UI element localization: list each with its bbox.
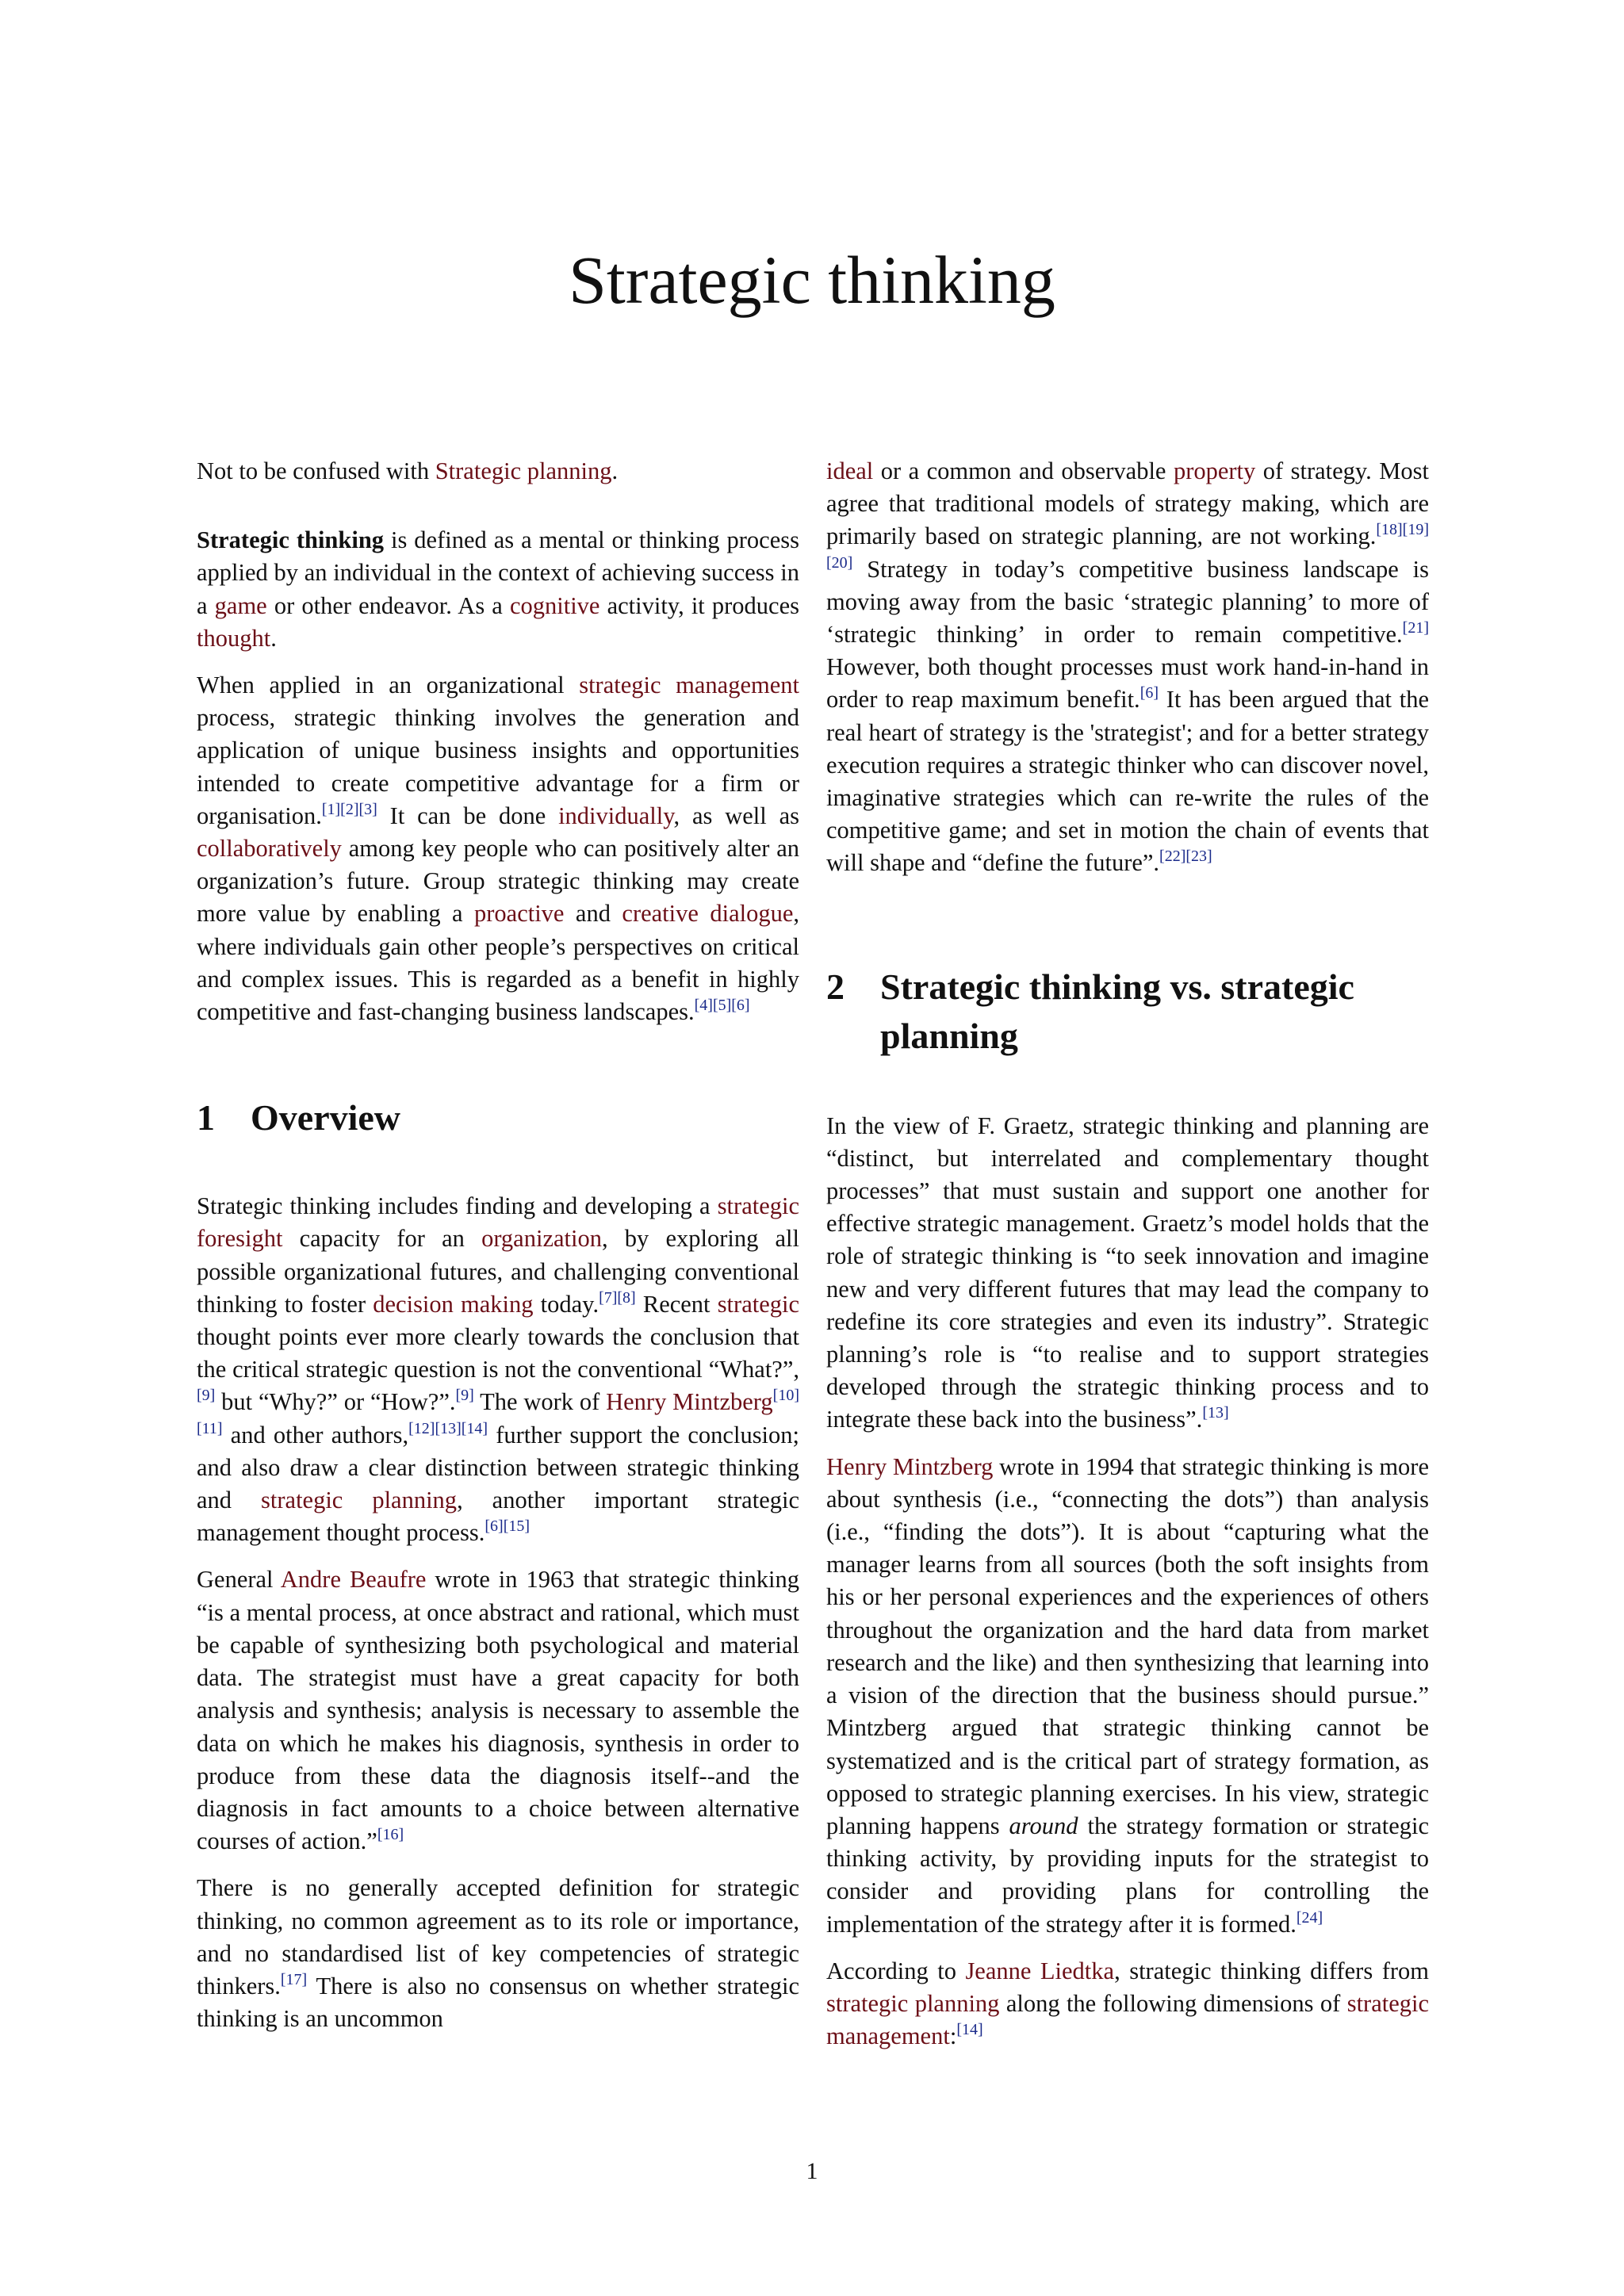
- citation-text[interactable]: [13]: [1202, 1404, 1229, 1422]
- right-column: [826, 455, 1429, 2067]
- link-collaboratively[interactable]: collaboratively: [197, 835, 342, 863]
- text: Recent: [635, 1290, 718, 1318]
- link-henry-mintzberg[interactable]: Henry Mintzberg: [606, 1388, 773, 1416]
- link-game[interactable]: game: [214, 591, 267, 619]
- link-strategic-management[interactable]: strategic management: [579, 672, 799, 699]
- vs-paragraph-2: [826, 1451, 1429, 1941]
- text: or other endeavor. As a: [266, 591, 510, 619]
- citation-text[interactable]: [16]: [377, 1826, 404, 1844]
- citation[interactable]: [1403, 619, 1429, 637]
- citation-text[interactable]: [9]: [455, 1387, 474, 1405]
- citation-text[interactable]: [22][23]: [1159, 848, 1212, 866]
- text: but “Why?” or “How?”.: [215, 1388, 456, 1416]
- left-column: [197, 455, 799, 2049]
- citation-text[interactable]: [18][19][20]: [826, 521, 1429, 572]
- emphasis: around: [1009, 1812, 1078, 1839]
- link-property[interactable]: property: [1173, 457, 1256, 484]
- intro-paragraph-1: [197, 524, 799, 655]
- text: It can be done: [377, 802, 559, 829]
- text: is defined as a mental or thinking process applied by an individual in the context of achieving success in a: [197, 526, 799, 619]
- citation-text[interactable]: [7][8]: [599, 1288, 636, 1307]
- text: process, strategic thinking involves the generation and application of unique business insights and opportunities intended to create competitive advantage for a firm or organisation.: [197, 704, 799, 829]
- text: today.: [533, 1290, 599, 1318]
- text: thought points ever more clearly towards the conclusion that the critical strategic question is not the conventional “What?”,: [197, 1323, 799, 1383]
- citation[interactable]: [1159, 848, 1212, 865]
- link-strategic-foresight[interactable]: strategic foresight: [197, 1192, 799, 1253]
- text: According to: [826, 1957, 966, 1984]
- citation-text[interactable]: [1][2][3]: [321, 800, 377, 818]
- citation[interactable]: [599, 1289, 636, 1307]
- text: Strategic thinking includes finding and developing a: [197, 1192, 718, 1220]
- link-organization[interactable]: organization: [481, 1225, 602, 1253]
- text: further support the conclusion; and also draw a clear distinction between strategic thinking and: [197, 1421, 800, 1514]
- citation[interactable]: [322, 801, 377, 818]
- text: capacity for an: [282, 1225, 482, 1253]
- citation-text[interactable]: [12][13][14]: [408, 1419, 488, 1437]
- text: General: [197, 1566, 281, 1594]
- link-decision-making[interactable]: decision making: [373, 1290, 534, 1318]
- citation[interactable]: [455, 1387, 473, 1404]
- link-strategic-management-2[interactable]: strategic management: [826, 1989, 1430, 2050]
- text: along the following dimensions of: [999, 1989, 1347, 2017]
- citation-text[interactable]: [6][15]: [485, 1517, 530, 1536]
- hatnote: [197, 455, 799, 488]
- text: and: [564, 900, 622, 928]
- citation[interactable]: [695, 997, 750, 1014]
- lead-term: Strategic thinking: [197, 526, 385, 554]
- overview-paragraph-3: [197, 1872, 799, 2035]
- link-andre-beaufre[interactable]: Andre Beaufre: [280, 1566, 427, 1594]
- link-cognitive[interactable]: cognitive: [509, 591, 600, 619]
- citation[interactable]: [1297, 1909, 1323, 1927]
- link-strategic-planning-3[interactable]: strategic planning: [826, 1989, 1000, 2017]
- citation-text[interactable]: [14]: [956, 2021, 983, 2039]
- text: and other authors,: [222, 1421, 409, 1448]
- text: , another important strategic management thought process.: [197, 1487, 799, 1547]
- text: , strategic thinking differs from: [1114, 1957, 1429, 1984]
- citation-text[interactable]: [4][5][6]: [694, 997, 750, 1015]
- link-creative-dialogue[interactable]: creative dialogue: [622, 900, 794, 928]
- citation[interactable]: [1140, 684, 1159, 702]
- section-number: 2: [826, 966, 845, 1007]
- citation[interactable]: [281, 1971, 307, 1988]
- overview-paragraph-1: [197, 1190, 799, 1549]
- citation-text[interactable]: [17]: [280, 1970, 308, 1988]
- text: It has been argued that the real heart of strategy is the 'strategist'; and for a better strategy execution requires a strategic thinker who can discover novel, imaginative strategies which can re-write the rules of the competitive game; and set in motion the chain of events that will shape and “define the future”.: [826, 686, 1430, 877]
- text: , by exploring all possible organizational futures, and challenging conventional thinking to foster: [197, 1225, 799, 1318]
- text: In the view of F. Graetz, strategic thinking and planning are “distinct, but interrelated and complementary thought processes” that must sustain and support one another for effective strategic management. Graetz’s model holds that the role of strategic thinking is “to seek innovation and imagine new and very different futures that may lead the company to redefine its core strategies and even its industry”. Strategic planning’s role is “to realise and to support strategies developed through the strategic thinking process and to integrate these back into the business”.: [826, 1112, 1429, 1433]
- text: of strategy. Most agree that traditional models of strategy making, which are primarily based on strategic planning, are not working.: [826, 457, 1429, 550]
- text: :: [949, 2022, 957, 2050]
- citation[interactable]: [377, 1826, 404, 1843]
- citation-text[interactable]: [21]: [1402, 619, 1429, 637]
- citation-text[interactable]: [9]: [197, 1387, 216, 1405]
- overview-paragraph-3-continued: [826, 455, 1429, 880]
- text: , as well as: [673, 802, 799, 829]
- article-title: Strategic thinking: [569, 242, 1055, 318]
- intro-paragraph-2: [197, 669, 799, 1028]
- text: wrote in 1994 that strategic thinking is more about synthesis (i.e., “connecting the dots”) than analysis (i.e., “finding the dots”). It is about “capturing what the manager learns from all sources (both the soft insights from his or her personal experiences and the experiences of others throughout the organization and the hard data from market research and the like) and then synthesizing that learning into a vision of the direction that the business should pursue.” Mintzberg argued that strategic thinking cannot be systematized and is the critical part of strategy formation, as opposed to strategic planning exercises. In his view, strategic planning happens: [826, 1452, 1429, 1839]
- link-ideal[interactable]: ideal: [826, 457, 874, 484]
- page-number: 1: [806, 2158, 818, 2184]
- citation-text[interactable]: [24]: [1296, 1908, 1323, 1927]
- text: or a common and observable: [873, 457, 1174, 484]
- citation-text[interactable]: [10][11]: [197, 1387, 799, 1437]
- text: The work of: [473, 1388, 607, 1416]
- text: , where individuals gain other people’s perspectives on critical and complex issues. This is regarded as a benefit in highly competitive and fast-changing business landscapes.: [197, 900, 800, 1026]
- hatnote-text: Not to be confused with: [197, 457, 435, 484]
- text: Strategy in today’s competitive business landscape is moving away from the basic ‘strategic planning’ to more of ‘strategic thinking’ in order to remain competitive.: [826, 555, 1429, 649]
- citation[interactable]: [485, 1517, 530, 1535]
- vs-paragraph-3: [826, 1955, 1429, 2053]
- link-individually[interactable]: individually: [558, 802, 674, 829]
- text: There is no generally accepted definition for strategic thinking, no common agreement as to its role or importance, and no standardised list of key competencies of strategic thinkers.: [197, 1874, 799, 1999]
- text: the strategy formation or strategic thinking activity, by providing inputs for the strategist to consider and providing plans for controlling the implementation of the strategy after it is formed.: [826, 1812, 1429, 1938]
- section-title: Strategic thinking vs. strategic planning: [880, 966, 1354, 1056]
- overview-paragraph-2: [197, 1563, 799, 1858]
- link-proactive[interactable]: proactive: [474, 900, 565, 928]
- text: wrote in 1963 that strategic thinking “is a mental process, at once abstract and rational, which must be capable of synthesizing both psychological and material data. The strategist must have a great capacity for both analysis and synthesis; analysis is necessary to assemble the data on which he makes his diagnosis, synthesis in order to produce from these data the diagnosis itself--and the diagnosis in fact amounts to a choice between alternative courses of action.”: [197, 1566, 799, 1855]
- link-thought[interactable]: thought: [197, 624, 271, 652]
- citation-text[interactable]: [6]: [1139, 684, 1159, 702]
- link-jeanne-liedtka[interactable]: Jeanne Liedtka: [965, 1957, 1115, 1984]
- link-strategic[interactable]: strategic: [717, 1290, 799, 1318]
- text: activity, it produces: [599, 591, 799, 619]
- citation[interactable]: [1202, 1404, 1228, 1422]
- text: .: [270, 624, 277, 652]
- link-strategic-planning[interactable]: Strategic planning: [435, 457, 612, 484]
- section-title: Overview: [251, 1097, 401, 1138]
- hatnote-period: .: [611, 457, 619, 484]
- text: There is also no consensus on whether strategic thinking is an uncommon: [197, 1972, 799, 2033]
- section-number: 1: [197, 1097, 215, 1138]
- vs-paragraph-1: [826, 1110, 1429, 1437]
- citation[interactable]: [408, 1420, 488, 1437]
- section-heading-overview: [197, 1093, 799, 1142]
- link-strategic-planning-2[interactable]: strategic planning: [261, 1487, 458, 1514]
- link-henry-mintzberg-2[interactable]: Henry Mintzberg: [826, 1452, 994, 1480]
- text: However, both thought processes must work hand-in-hand in order to reap maximum benefit.: [826, 653, 1429, 714]
- citation[interactable]: [956, 2021, 982, 2038]
- text: among key people who can positively alter an organization’s future. Group strategic thinking may create more value by enabling a: [197, 835, 799, 928]
- text: When applied in an organizational: [197, 672, 580, 699]
- citation[interactable]: [197, 1387, 215, 1404]
- section-heading-vs: [826, 962, 1429, 1061]
